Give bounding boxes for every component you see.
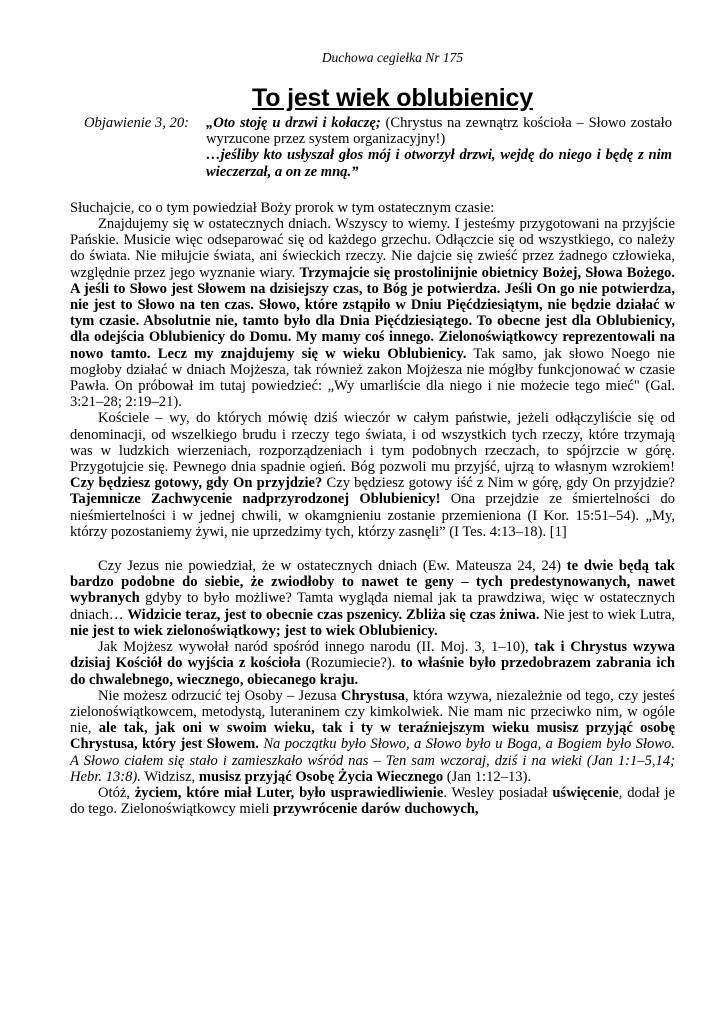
- paragraph-text: . Wesley posiadał: [443, 784, 553, 801]
- paragraph: [70, 688, 675, 785]
- scripture-quote-opening: „Oto stoję u drzwi i kołaczę;: [206, 115, 381, 131]
- paragraph-text: Nie jest to wiek Lutra,: [539, 606, 675, 623]
- paragraph: [70, 410, 675, 540]
- paragraph-text: Znajdujemy się w ostatecznych dniach. Wszyscy to wiemy. I jesteśmy przygotowani na przyjście Pańskie. Musicie więc odseparować się od każdego grzechu. Odłączcie się od wszystkiego, co należy do świata. Nie miłujcie świata, ani świeckich rzeczy. Nie dajcie się zwieść przez żadnego człowieka, względnie przez jego wyznanie wiary.: [70, 216, 675, 281]
- scripture-text: [206, 115, 675, 180]
- document-page: [70, 50, 675, 817]
- paragraph-bold-text: uświęcenie: [552, 784, 619, 801]
- paragraph-text: Nie możesz odrzucić tej Osoby – Jezusa: [98, 687, 341, 704]
- paragraph-text: Tak samo, jak słowo Noego nie mogłoby działać w dniach Mojżesza, tak również zakon Mojżesza nie mógłby funkcjonować w czasie Pawła. On próbował im tutaj powiedzieć: „Wy umarliście dla niego i nie możecie tego mieć" (Gal. 3:21–28; 2:19–21).: [70, 345, 675, 411]
- paragraph-bold-text: te dwie będą tak bardzo podobne do siebie, że zwiodłoby to nawet te geny – tych predestynowanych, nawet wybranych: [70, 558, 675, 607]
- paragraph-text: Ona przejdzie ze śmiertelności do nieśmiertelności i w jednej chwili, w okamgnieniu zostanie przemieniona (I Kor. 15:51–54). „My, którzy pozostaniemy żywi, nie uprzedzimy tych, którzy zasnęli” (I Tes. 4:13–18). [1]: [70, 491, 675, 540]
- paragraph-bold-text: życiem, które miał Luter, było usprawiedliwienie: [134, 784, 444, 801]
- series-label: Duchowa cegiełka Nr 175: [321, 50, 464, 65]
- paragraph-italic-text: Na początku było Słowo, a Słowo było u Boga, a Bogiem było Słowo. A Słowo ciałem się stało i zamieszkało wśród nas – Ten sam wczoraj, dziś i na wieki (Jan 1:1–5,14; Hebr. 13:8).: [70, 736, 675, 785]
- paragraph-bold-text: Chrystusa: [340, 687, 405, 704]
- paragraph-bold-text: Tajemnicze Zachwycenie nadprzyrodzonej Oblubienicy!: [70, 491, 441, 508]
- paragraph-intro: [70, 200, 675, 216]
- paragraph-text: Czy Jezus nie powiedział, że w ostatecznych dniach (Ew. Mateusza 24, 24): [98, 558, 567, 575]
- paragraph-text: (Jan 1:12–13).: [443, 768, 532, 785]
- paragraph-text: Słuchajcie, co o tym powiedział Boży prorok w tym ostatecznym czasie:: [70, 199, 495, 216]
- paragraph: [70, 639, 675, 688]
- scripture-reference: Objawienie 3, 20:: [84, 115, 189, 131]
- scripture-quote-closing: …jeśliby kto usłyszał głos mój i otworzył drzwi, wejdę do niego i będę z nim wieczerzał, a on ze mną.”: [206, 147, 672, 180]
- paragraph: [70, 785, 675, 817]
- paragraph-text: Jak Mojżesz wywołał naród spośród innego narodu (II. Moj. 3, 1–10),: [98, 639, 535, 656]
- paragraph-bold-text: to właśnie było przedobrazem zabrania ich do chwalebnego, wiecznego, obiecanego kraju.: [70, 655, 675, 688]
- paragraph-bold-text: Trzymajcie się prostolinijnie obietnicy Bożej, Słowa Bożego. A jeśli to Słowo jest Słowem na dzisiejszy czas, to Bóg je potwierdza. Jeśli On go nie potwierdza, nie jest to Słowo na ten czas. Słowo, które zstąpiło w Dniu Pięćdziesiątym, nie będzie działać w tym czasie. Absolutnie nie, tamto było dla Dnia Pięćdziesiątego. To obecne jest dla Oblubienicy, dla odejścia Oblubienicy do Domu. My mamy coś innego. Zielonoświątkowcy reprezentowali na nowo tamto. Lecz my znajdujemy się w wieku Oblubienicy.: [70, 264, 675, 362]
- paragraph-text: (Rozumiecie?).: [300, 655, 401, 672]
- scripture-quote: [70, 115, 675, 180]
- paragraph-bold-text: musisz przyjąć Osobę Życia Wiecznego: [198, 768, 444, 785]
- paragraph-text: Otóż,: [98, 784, 135, 801]
- paragraph-bold-text: tak i Chrystus wzywa dzisiaj Kościół do wyjścia z kościoła: [70, 639, 675, 672]
- paragraph: [70, 558, 675, 639]
- paragraph-text: gdyby to było możliwe? Tamta wygląda niemal jak ta prawdziwa, więc w ostatecznych dniach…: [70, 590, 675, 623]
- paragraph-text: , która wzywa, niezależnie od tego, czy jesteś zielonoświątkowcem, metodystą, luteraninem czy kimkolwiek. Nie mam nic przeciwko nim, w ogóle nie,: [70, 687, 675, 737]
- paragraph-bold-text: Czy będziesz gotowy, gdy On przyjdzie?: [70, 475, 323, 492]
- paragraph-bold-text: Widzicie teraz, jest to obecnie czas pszenicy. Zbliża się czas żniwa.: [127, 606, 540, 623]
- paragraph-bold-text: nie jest to wiek zielonoświątkowy; jest to wiek Oblubienicy.: [70, 622, 438, 639]
- paragraph-text: , dodał je do tego. Zielonoświątkowcy mieli: [70, 784, 675, 818]
- paragraph-text: Widzisz,: [140, 768, 199, 785]
- paragraph: [70, 216, 675, 410]
- paragraph-text: Kościele – wy, do których mówię dziś wieczór w całym państwie, jeżeli odłączyliście się od denominacji, od wszelkiego brudu i rzeczy tego świata, i od wszystkich tych rzeczy, które trzymają was w ludzkich wierzeniach, rozporządzeniach i tym podobnych rzeczach, to spójrzcie w górę. Przygotujcie się. Pewnego dnia spadnie ogień. Bóg pozwoli mu przyjść, ujrzą to własnym wzrokiem!: [70, 410, 675, 476]
- paragraph-bold-text: ale tak, jak oni w swoim wieku, tak i ty w teraźniejszym wieku musisz przyjąć osobę Chrystusa, który jest Słowem.: [70, 720, 675, 753]
- paragraph-bold-text: przywrócenie darów duchowych,: [273, 801, 479, 818]
- paragraph-text: Czy będziesz gotowy iść z Nim w górę, gdy On przyjdzie?: [322, 475, 675, 492]
- scripture-comment: (Chrystus na zewnątrz kościoła – Słowo zostało wyrzucone przez system organizacyjny!): [206, 115, 672, 148]
- page-title: To jest wiek oblubienicy: [252, 84, 533, 112]
